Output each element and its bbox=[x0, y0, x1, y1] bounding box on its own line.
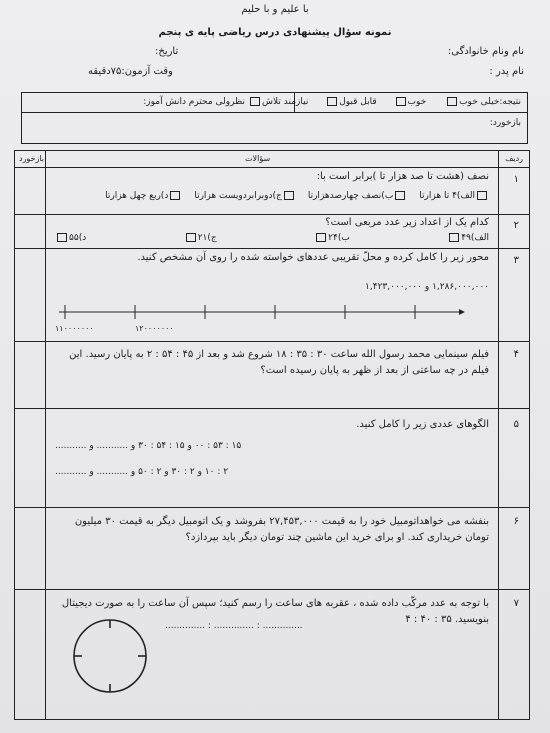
father-label: نام پدر : bbox=[489, 66, 524, 77]
result-label: نتیجه:خیلی خوب bbox=[459, 97, 521, 107]
q1-option-b[interactable]: ب)نصف چهارصدهزارتا bbox=[308, 191, 407, 201]
acceptable-checkbox[interactable] bbox=[327, 97, 337, 106]
question-6-number: ۶ bbox=[513, 516, 519, 527]
needs-effort-label: نیازمند تلاش bbox=[262, 97, 309, 107]
question-7-number: ۷ bbox=[513, 598, 519, 609]
q2-option-c[interactable]: ج)۲۱ bbox=[184, 233, 217, 243]
q1-option-d[interactable]: د)ربع چهل هزارتا bbox=[105, 191, 182, 201]
row-separator-1 bbox=[15, 214, 529, 215]
axis-label-mid: ۱۲۰۰۰۰۰۰۰ bbox=[135, 324, 174, 333]
question-4-number: ۴ bbox=[513, 349, 519, 360]
exam-time-label: وقت آزمون:۷۵دقیقه bbox=[88, 66, 173, 77]
question-2-number: ۲ bbox=[513, 220, 519, 231]
row-separator-3 bbox=[15, 341, 529, 342]
question-5-text: الگوهای عددی زیر را کامل کنید. bbox=[356, 419, 489, 430]
bismillah: با علیم و با حلیم bbox=[241, 4, 309, 15]
question-6-text: بنفشه می خواهداتومبیل خود را به قیمت ۲۷,۴۵۳,۰۰۰ بفروشد و یک اتومبیل دیگر به قیمت ۳۰ میلیون تومان خریداری کند. او برای خرید این ماشین چند تومان دیگر باید بپردازد؟ bbox=[74, 516, 489, 543]
good-checkbox[interactable] bbox=[396, 97, 406, 106]
good-label: خوب bbox=[407, 97, 427, 107]
question-2-options bbox=[55, 233, 489, 243]
teacher-comment-label: نظرولی محترم دانش آموز: bbox=[143, 97, 245, 107]
name-label: نام ونام خانوادگی: bbox=[447, 46, 524, 57]
return-label: بازخورد: bbox=[489, 118, 521, 128]
very-good-checkbox[interactable] bbox=[447, 97, 457, 106]
question-1-number: ۱ bbox=[513, 174, 519, 185]
acceptable-label: قابل قبول bbox=[339, 97, 377, 107]
questions-table bbox=[14, 150, 530, 720]
header-separator bbox=[15, 167, 529, 168]
clock-face[interactable] bbox=[70, 616, 150, 696]
q1-option-a[interactable]: الف)۴ تا هزارتا bbox=[419, 191, 489, 201]
pattern-2[interactable]: ۲ : ۱۰ و ۲ : ۳۰ و ۲ : ۵۰ و ........... و ........... bbox=[55, 467, 229, 477]
question-7-text: با توجه به عدد مرکّب داده شده ، عقربه های ساعت را رسم کنید؛ سپس آن ساعت را به صورت دیجیتال بنویسید. ۳۵ : ۴۰ : ۴ bbox=[61, 598, 489, 625]
row-separator-2 bbox=[15, 248, 529, 249]
axis-arrow bbox=[459, 309, 465, 315]
question-1-text: نصف (هشت تا صد هزار تا )برابر است با: bbox=[316, 171, 489, 182]
col-questions-header: سؤالات bbox=[245, 154, 271, 163]
col-separator-right bbox=[498, 151, 499, 719]
question-5-number: ۵ bbox=[513, 419, 519, 430]
row-separator-5 bbox=[15, 507, 529, 508]
date-label: تاریخ: bbox=[155, 46, 179, 57]
col-separator-left bbox=[45, 151, 46, 719]
page-title: نمونه سؤال پیشنهادی درس ریاضی پایه ی پنجم bbox=[158, 27, 392, 38]
question-3-text: محور زیر را کامل کرده و محلّ تقریبی عددهای خواسته شده را روی آن مشخص کنید. bbox=[137, 252, 489, 263]
pattern-1[interactable]: ۱۵ : ۵۳ : ۰۰ و ۱۵ : ۵۴ : ۳۰ و ........... و ........... bbox=[55, 441, 242, 451]
axis-label-left: ۱۱۰۰۰۰۰۰۰ bbox=[55, 324, 94, 333]
q2-option-a[interactable]: الف)۴۹ bbox=[447, 233, 489, 243]
question-4-text: فیلم سینمایی محمد رسول الله ساعت ۳۰ : ۳۵ : ۱۸ شروع شد و بعد از ۴۵ : ۵۴ : ۲ به پایان رسید. این فیلم در چه ساعتی از بعد از ظهر به پایان رسیده است؟ bbox=[69, 349, 489, 376]
result-row bbox=[248, 97, 521, 107]
row-separator-6 bbox=[15, 589, 529, 590]
digital-answer-line[interactable]: .............. : .............. : .............. bbox=[165, 621, 303, 631]
question-3-number: ۳ bbox=[513, 255, 519, 266]
question-2-text: کدام یک از اعداد زیر عدد مربعی است؟ bbox=[325, 217, 489, 228]
question-3-numbers: ۱,۲۸۶,۰۰۰,۰۰۰ و ۱,۴۲۳,۰۰۰,۰۰۰ bbox=[365, 282, 489, 292]
clock-circle bbox=[74, 620, 146, 692]
row-separator-4 bbox=[15, 408, 529, 409]
number-line bbox=[55, 301, 495, 323]
q2-option-b[interactable]: ب)۲۴ bbox=[314, 233, 350, 243]
q2-option-d[interactable]: د)۵۵ bbox=[55, 233, 86, 243]
needs-effort-checkbox[interactable] bbox=[250, 97, 260, 106]
q1-option-c[interactable]: ج)دوبرابردویست هزارتا bbox=[194, 191, 296, 201]
col-feedback-header: بازخورد bbox=[19, 154, 45, 163]
question-1-options bbox=[55, 191, 489, 201]
col-row-header: ردیف bbox=[505, 154, 523, 163]
feedback-box bbox=[21, 92, 528, 144]
